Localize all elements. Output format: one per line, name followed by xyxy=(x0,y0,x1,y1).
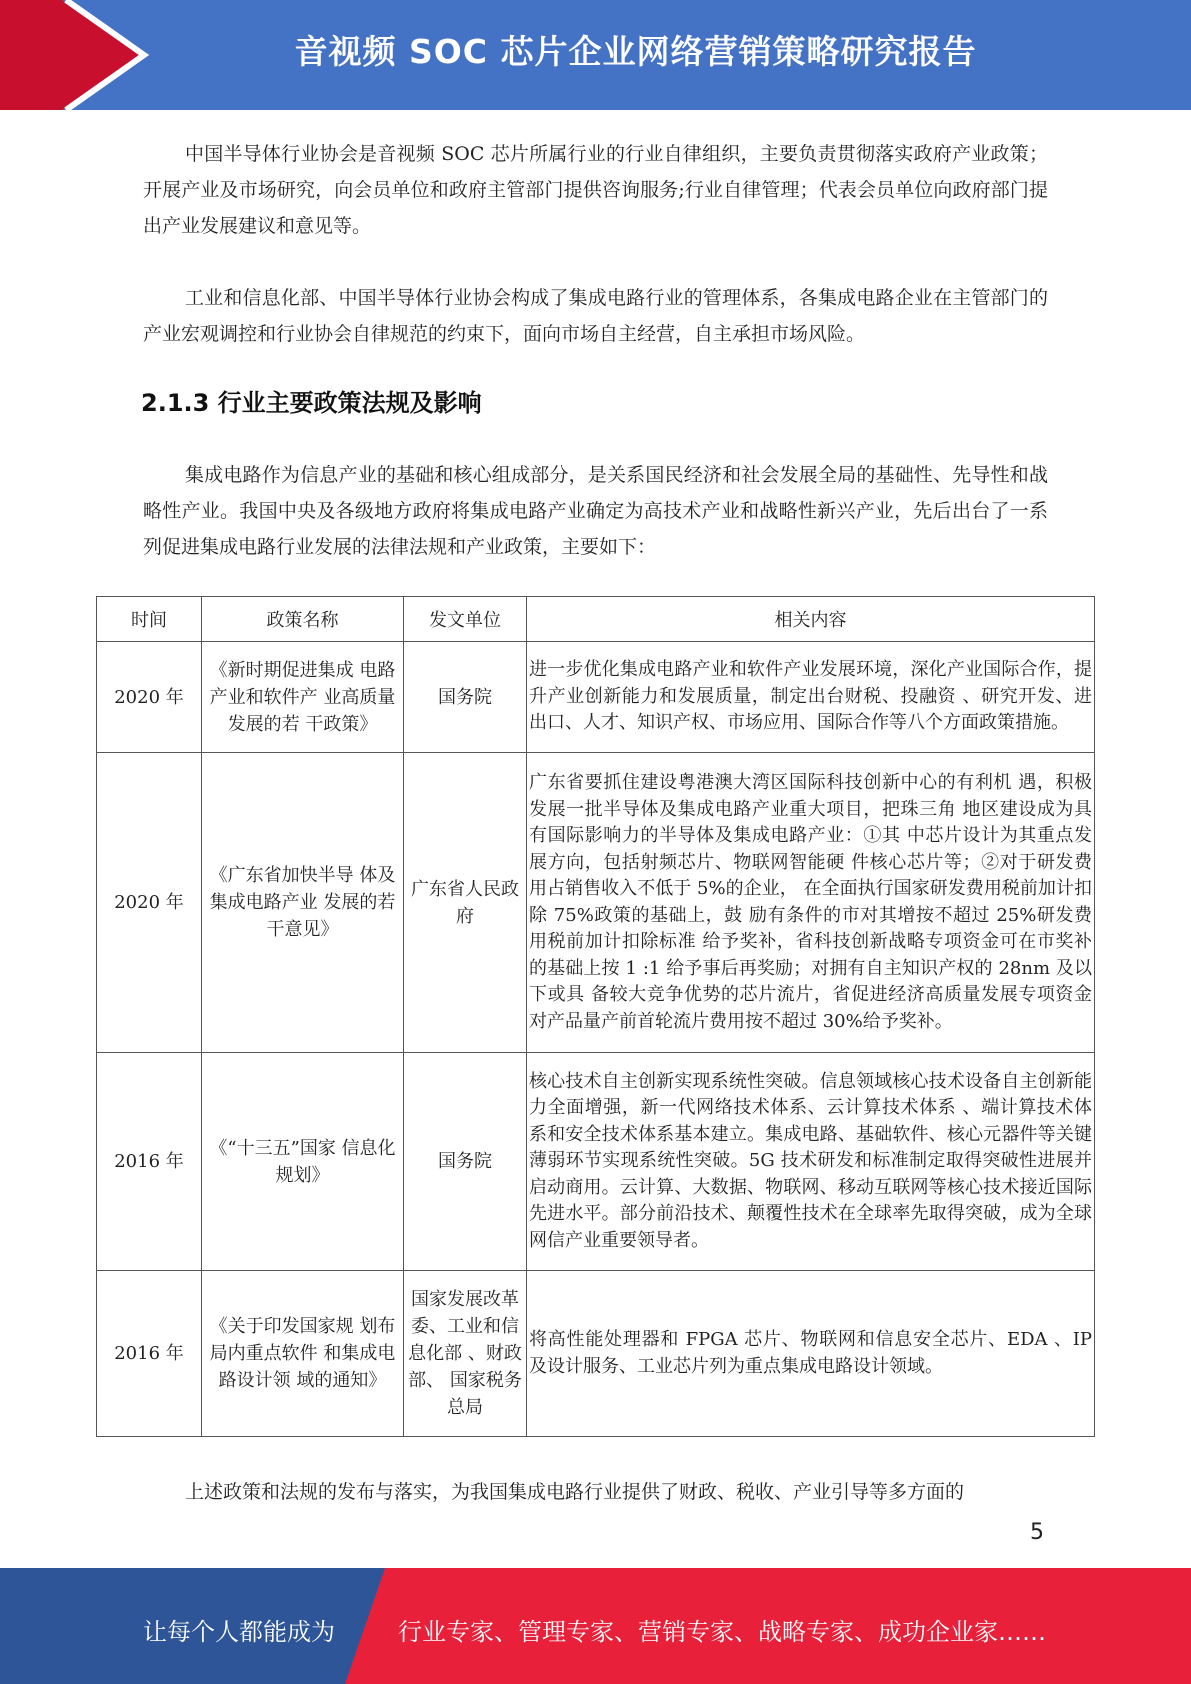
cell-issuer: 国务院 xyxy=(404,642,527,753)
paragraph-association-role: 中国半导体行业协会是音视频 SOC 芯片所属行业的行业自律组织，主要负责贯彻落实政府产业政策；开展产业及市场研究，向会员单位和政府主管部门提供咨询服务;行业自律管理；代表会员单位向政府部门提出产业发展建议和意见等。 xyxy=(143,143,1048,237)
cell-time: 2020 年 xyxy=(97,642,202,753)
policy-table xyxy=(96,596,1095,1437)
header-red-arrow-decoration xyxy=(0,0,150,110)
cell-time: 2016 年 xyxy=(97,1271,202,1437)
paragraph-management-system: 工业和信息化部、中国半导体行业协会构成了集成电路行业的管理体系，各集成电路企业在主管部门的产业宏观调控和行业协会自律规范的约束下，面向市场自主经营，自主承担市场风险。 xyxy=(143,287,1048,345)
column-header-content: 相关内容 xyxy=(527,597,1095,642)
page-header xyxy=(0,0,1191,110)
cell-issuer: 国务院 xyxy=(404,1053,527,1271)
table-header-row xyxy=(97,597,1095,642)
cell-issuer: 国家发展改革委、工业和信息化部 、财政部、 国家税务 总局 xyxy=(404,1271,527,1437)
cell-time: 2020 年 xyxy=(97,753,202,1053)
page-number: 5 xyxy=(1030,1520,1044,1545)
cell-issuer: 广东省人民政府 xyxy=(404,753,527,1053)
paragraph-ic-importance: 集成电路作为信息产业的基础和核心组成部分，是关系国民经济和社会发展全局的基础性、先导性和战略性产业。我国中央及各级地方政府将集成电路产业确定为高技术产业和战略性新兴产业，先后出台了一系列促进集成电路行业发展的法律法规和产业政策，主要如下： xyxy=(143,464,1048,558)
cell-policy-name: 《关于印发国家规 划布局内重点软件 和集成电路设计领 域的通知》 xyxy=(202,1271,404,1437)
cell-policy-name: 《新时期促进集成 电路产业和软件产 业高质量发展的若 干政策》 xyxy=(202,642,404,753)
section-heading: 2.1.3 行业主要政策法规及影响 xyxy=(141,389,482,417)
table-row xyxy=(97,1053,1095,1271)
cell-content: 进一步优化集成电路产业和软件产业发展环境，深化产业国际合作，提升产业创新能力和发展质量，制定出台财税、投融资 、研究开发、进出口、人才、知识产权、市场应用、国际合作等八个方面政策措施。 xyxy=(527,642,1095,753)
cell-content: 核心技术自主创新实现系统性突破。信息领域核心技术设备自主创新能力全面增强，新一代网络技术体系、云计算技术体系 、端计算技术体系和安全技术体系基本建立。集成电路、基础软件、核心元器件等关键薄弱环节实现系统性突破。5G 技术研发和标准制定取得突破性进展并启动商用。云计算、大数据、物联网、移动互联网等核心技术接近国际先进水平。部分前沿技术、颠覆性技术在全球率先取得突破，成为全球网信产业重要领导者。 xyxy=(527,1053,1095,1271)
cell-content: 将高性能处理器和 FPGA 芯片、物联网和信息安全芯片、EDA 、IP 及设计服务、工业芯片列为重点集成电路设计领域。 xyxy=(527,1271,1095,1437)
column-header-time: 时间 xyxy=(97,597,202,642)
cell-policy-name: 《“十三五”国家 信息化规划》 xyxy=(202,1053,404,1271)
cell-policy-name: 《广东省加快半导 体及集成电路产业 发展的若干意见》 xyxy=(202,753,404,1053)
table-row xyxy=(97,642,1095,753)
column-header-issuer: 发文单位 xyxy=(404,597,527,642)
column-header-policy-name: 政策名称 xyxy=(202,597,404,642)
footer-slogan-left: 让每个人都能成为 xyxy=(143,1618,335,1646)
footer-slogan-right: 行业专家、管理专家、营销专家、战略专家、成功企业家…… xyxy=(398,1618,1046,1646)
cell-time: 2016 年 xyxy=(97,1053,202,1271)
cell-content: 广东省要抓住建设粤港澳大湾区国际科技创新中心的有利机 遇，积极发展一批半导体及集成电路产业重大项目，把珠三角 地区建设成为具有国际影响力的半导体及集成电路产业：①其 中芯片设计为其重点发展方向，包括射频芯片、物联网智能硬 件核心芯片等；②对于研发费用占销售收入不低于 5%的企业， 在全面执行国家研发费用税前加计扣除 75%政策的基础上，鼓 励有条件的市对其增按不超过 25%研发费用税前加计扣除标准 给予奖补，省科技创新战略专项资金可在市奖补的基础上按 1 :1 给予事后再奖励；对拥有自主知识产权的 28nm 及以下或具 备较大竞争优势的芯片流片，省促进经济高质量发展专项资金 对产品量产前首轮流片费用按不超过 30%给予奖补。 xyxy=(527,753,1095,1053)
table-row xyxy=(97,1271,1095,1437)
paragraph-conclusion: 上述政策和法规的发布与落实，为我国集成电路行业提供了财政、税收、产业引导等多方面的 xyxy=(185,1481,965,1503)
table-row xyxy=(97,753,1095,1053)
report-title: 音视频 SOC 芯片企业网络营销策略研究报告 xyxy=(294,32,977,71)
